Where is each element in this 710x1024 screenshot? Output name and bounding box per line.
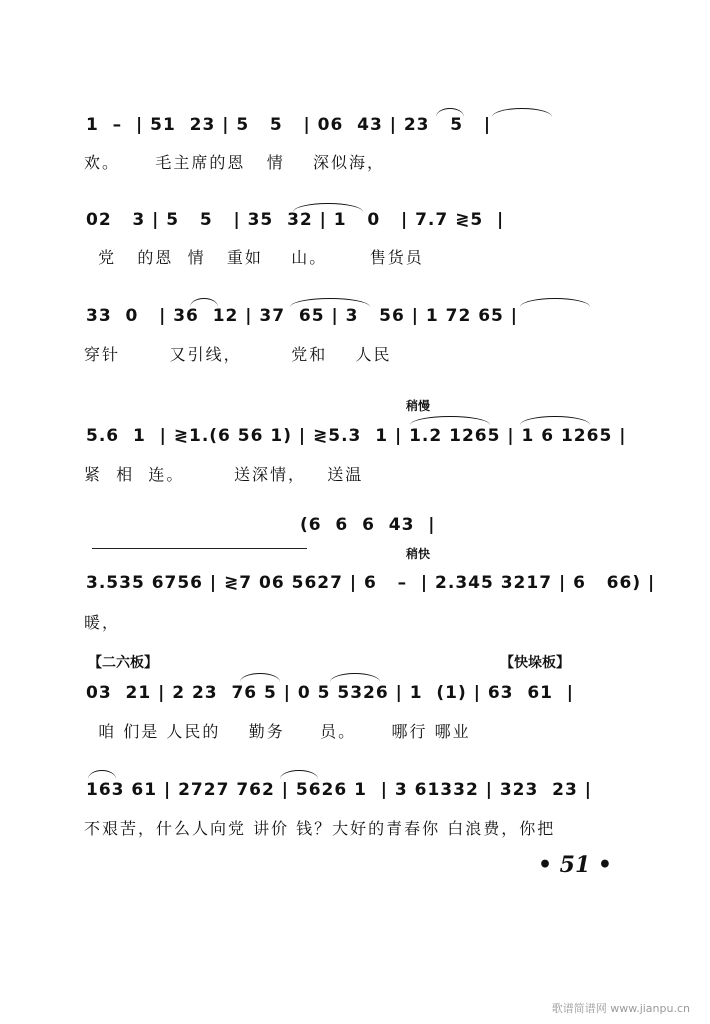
slur-arc	[330, 673, 380, 682]
lyrics-line: 不艰苦，什么人向党 讲价 钱？大好的青春你 白浪费，你把	[84, 819, 556, 838]
slur-arc	[240, 673, 280, 682]
page-number: • 51 •	[537, 852, 612, 878]
notation-line: 03 21 | 2 23 76 5 | 0 5 5326 | 1 (1) | 63 61 |	[86, 683, 575, 703]
notation-line: 3.535 6756 | ≷7 06 5627 | 6 – | 2.345 3217 | 6 66) |	[86, 573, 656, 593]
tempo-mark-faster: 稍快	[406, 547, 431, 561]
notation-line: 02 3 | 5 5 | 35 32 | 1 0 | 7.7 ≷5 |	[86, 210, 505, 230]
slur-arc	[436, 108, 464, 117]
slur-arc	[190, 298, 218, 307]
lyrics-line: 穿针 又引线， 党和 人民	[84, 345, 392, 364]
slur-arc	[520, 416, 590, 425]
lyrics-line: 欢。 毛主席的恩 情 深似海，	[84, 153, 386, 172]
slur-arc	[290, 298, 370, 307]
slur-arc	[88, 770, 116, 779]
notation-line: 5.6 1 | ≷1.(6 56 1) | ≷5.3 1 | 1.2 1265 | 1 6 1265 |	[86, 426, 627, 446]
slur-arc	[492, 108, 552, 117]
lyrics-line: 咱 们是 人民的 勤务 员。 哪行 哪业	[84, 722, 471, 741]
watermark: 歌谱简谱网 www.jianpu.cn	[551, 1002, 690, 1015]
slur-arc	[410, 416, 490, 425]
section-label-erliu: 【二六板】	[88, 655, 158, 671]
slur-arc	[293, 203, 363, 212]
accompaniment-notation: (6 6 6 43 |	[300, 515, 436, 535]
tempo-mark-slower: 稍慢	[406, 399, 431, 413]
tie-line	[92, 548, 307, 549]
lyrics-line: 紧 相 连。 送深情， 送温	[84, 465, 364, 484]
lyrics-line: 党 的恩 情 重如 山。 售货员	[84, 248, 424, 267]
section-label-kuaiduo: 【快垛板】	[500, 655, 570, 671]
slur-arc	[520, 298, 590, 307]
notation-line: 1 – | 51 23 | 5 5 | 06 43 | 23 5 |	[86, 115, 492, 135]
slur-arc	[280, 770, 318, 779]
lyrics-line: 暖，	[84, 613, 121, 632]
notation-line: 163 61 | 2727 762 | 5626 1 | 3 61332 | 323 23 |	[86, 780, 592, 800]
notation-line: 33 0 | 36 12 | 37 65 | 3 56 | 1 72 65 |	[86, 306, 518, 326]
